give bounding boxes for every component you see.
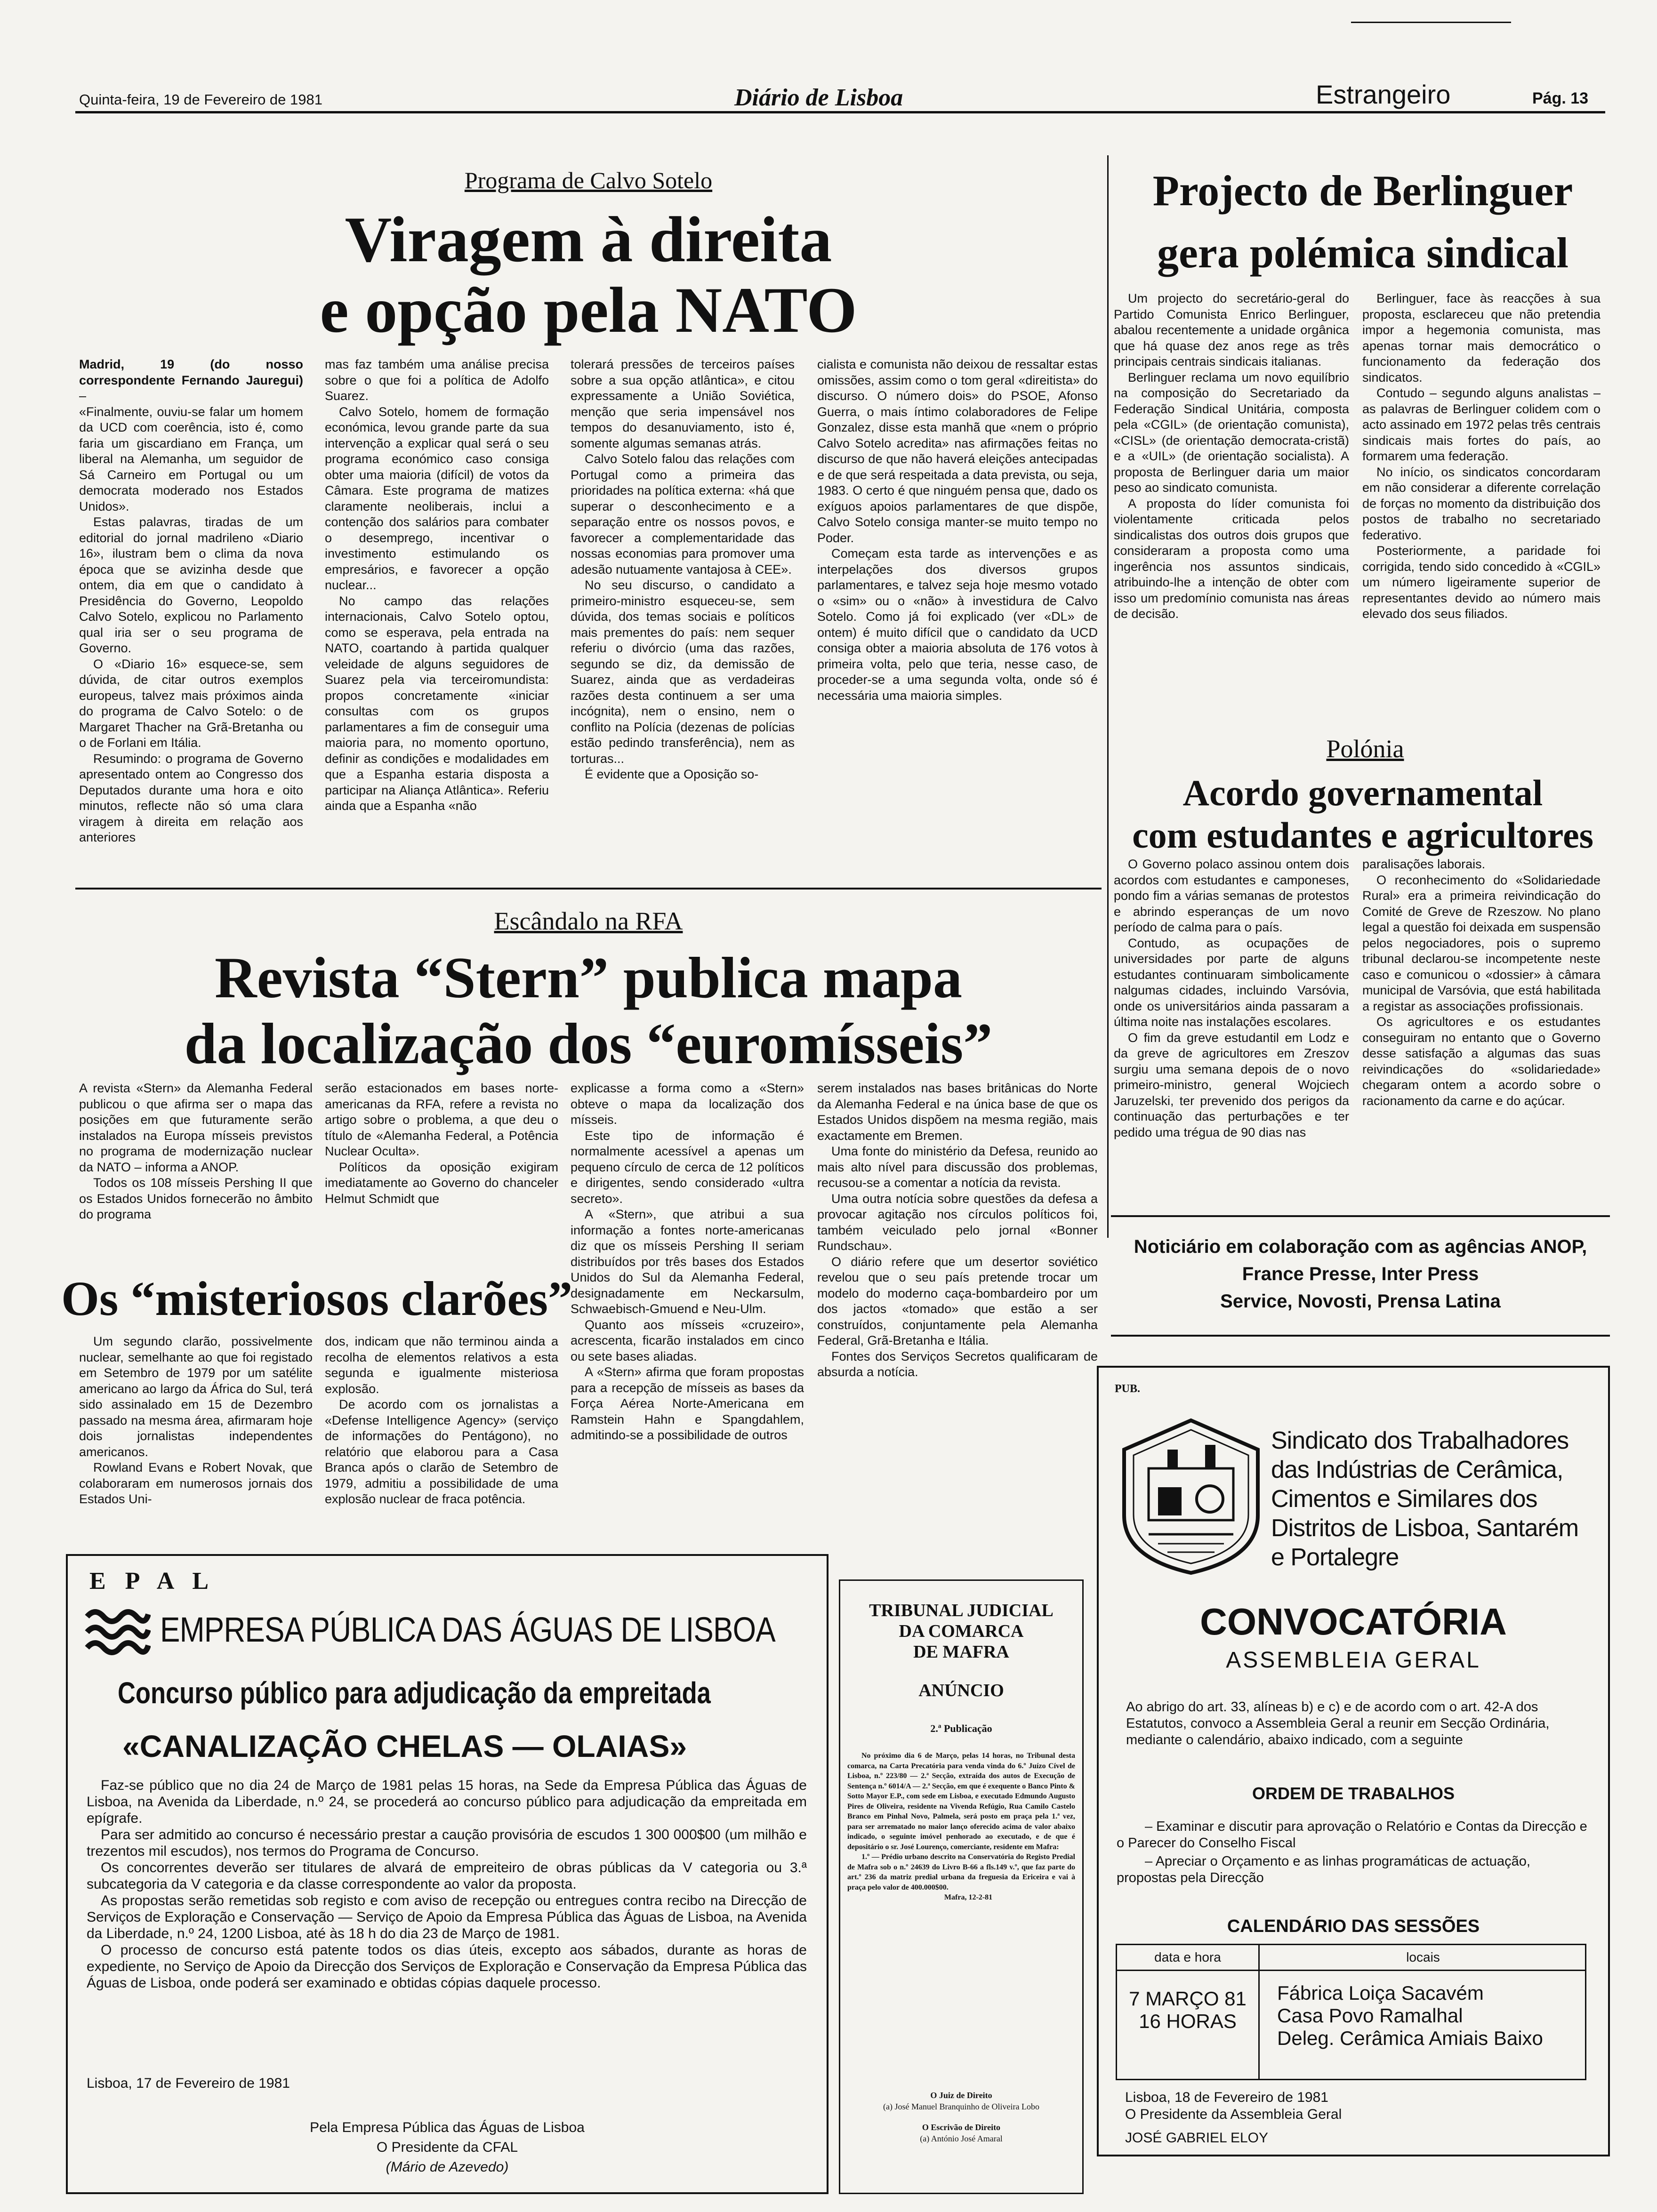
calvo-headline-1: Viragem à direita bbox=[345, 203, 832, 275]
epal-paragraph: As propostas serão remetidas sob registo e com aviso de recepção ou entregues contra recibo na Direcção de Serviços de Exploração e Conservação — Serviço de Apoio da Empresa Pública das Águas de Lisboa, na Avenida da Liberdade, n.º 24, 1200 Lisboa, até às 18 h do dia 23 de Março de 1981. bbox=[87, 1893, 807, 1941]
agencias-bottom-rule bbox=[1111, 1335, 1610, 1337]
sindicato-date: Lisboa, 18 de Fevereiro de 1981 bbox=[1125, 2090, 1328, 2105]
tribunal-title-line: DE MAFRA bbox=[913, 1642, 1009, 1662]
tribunal-juiz-title: O Juiz de Direito bbox=[930, 2091, 992, 2100]
epal-concurso: Concurso público para adjudicação da empreitada bbox=[118, 1676, 711, 1710]
berlinguer-headline-1: Projecto de Berlinguer bbox=[1152, 167, 1573, 215]
berlinguer-paragraph: Berlinguer, face às reacções à sua proposta, esclareceu que não pretendia impor a hegemonia comunista, mas apenas tornar mais democrático o funcionamento da federação dos sindicatos. bbox=[1362, 291, 1601, 385]
stern-paragraph: Uma outra notícia sobre questões da defesa a provocar agitação nos círculos políticos foi, também veiculado pelo jornal «Bonner Rundschau». bbox=[817, 1191, 1098, 1253]
session-datetime bbox=[1117, 1988, 1258, 2033]
claroes-paragraph: Rowland Evans e Robert Novak, que colaboraram em numerosos jornais dos Estados Uni- bbox=[79, 1460, 313, 1506]
epal-title: «CANALIZAÇÃO CHELAS — OLAIAS» bbox=[122, 1729, 687, 1763]
stern-paragraph: Todos os 108 mísseis Pershing II que os Estados Unidos fornecerão no âmbito do programa bbox=[79, 1176, 313, 1221]
epal-logo-letters: E P A L bbox=[89, 1568, 216, 1595]
polonia-column-2 bbox=[1362, 857, 1601, 1214]
sessions-table bbox=[1116, 1944, 1586, 2080]
top-rule bbox=[1351, 22, 1511, 23]
epal-paragraph: O processo de concurso está patente todos os dias úteis, excepto aos sábados, durante as horas de expediente, no Serviço de Apoio da Direcção dos Serviços de Exploração e Conservação da Empresa Pública das Águas de Lisboa, onde poderá ser examinado e obtidas cópias daquele processo. bbox=[87, 1942, 807, 1991]
stern-paragraph: Uma fonte do ministério da Defesa, reunido ao mais alto nível para discussão dos problemas, recusou-se a comentar a notícia da revista. bbox=[817, 1144, 1098, 1190]
tribunal-signatures bbox=[843, 2090, 1080, 2144]
claroes-paragraph: De acordo com os jornalistas a «Defense Intelligence Agency» (serviço de informações do Pentágono), no relatório que elaborou para a Casa Branca após o clarão de Setembro de 1979, admitiu a possibilidade de uma explosão nuclear de fraca potência. bbox=[325, 1397, 558, 1506]
calvo-column-4 bbox=[817, 357, 1098, 879]
stern-column-3 bbox=[571, 1081, 804, 1537]
polonia-paragraph: O reconhecimento do «Solidariedade Rural» era a primeira reivindicação do Comité de Greve de Rzeszow. No plano legal a questão foi deixada em suspensão pelos negociadores, pois o supremo tribunal declarou-se incompetente neste caso e comunicou o «dossier» à câmara municipal de Varsóvia, que está habilitada a registar as associações profissionais. bbox=[1362, 873, 1601, 1013]
session-hour: 16 HORAS bbox=[1139, 2010, 1237, 2032]
sindicato-convocatoria: CONVOCATÓRIA bbox=[1200, 1601, 1507, 1643]
stern-paragraph: Este tipo de informação é normalmente acessível a apenas um pequeno círculo de cerca de 12 políticos e dirigentes, sendo considerado «ultra secreto». bbox=[571, 1128, 804, 1206]
tribunal-paragraph: 1.º — Prédio urbano descrito na Conservatória do Registo Predial de Mafra sob o n.º 24639 do Livro B-66 a fls.149 v.º, que faz parte do art.º 236 da matriz predial urbana da freguesia da Ericeira e vai à praça pelo valor de 400.000$00. bbox=[847, 1853, 1075, 1891]
calvo-paragraph: No seu discurso, o candidato a primeiro-ministro esqueceu-se, sem dúvida, dos temas sociais e políticos mais prementes do país: nem sequer referiu o divórcio (uma das razões, segundo se diz, da demissão de Suarez, ainda que as verdadeiras razões desta continuem a ser uma incógnita), nem o ensino, nem o conflito na Polícia (dezenas de polícias estão pedindo transferência), nem as torturas... bbox=[571, 578, 795, 766]
stern-headline-2: da localização dos “euromísseis” bbox=[184, 1011, 993, 1076]
calvo-column-3 bbox=[571, 357, 795, 879]
berlinguer-paragraph: Contudo – segundo alguns analistas – as palavras de Berlinguer colidem com o acto assinado em 1972 pelas três centrais sindicais mais fortes do país, ao formarem uma federação. bbox=[1362, 386, 1601, 463]
calvo-paragraph: No campo das relações internacionais, Calvo Sotelo optou, como se esperava, pela entrada na NATO, coartando à partida qualquer veleidade de alguns seguidores de Suarez pela via terceiromundista: propos concretamente «iniciar consultas com os grupos parlamentares a fim de conseguir uma maioria para, no momento oportuno, definir as condições e modalidades em que a Espanha estaria disposta a participar na Aliança Atlântica». Referiu ainda que a Espanha «não bbox=[325, 593, 549, 813]
calvo-bottom-rule bbox=[75, 888, 1102, 890]
calvo-column-2 bbox=[325, 357, 549, 879]
berlinguer-paragraph: Um projecto do secretário-geral do Partido Comunista Enrico Berlinguer, abalou recentemente a unidade orgânica que há quase dez anos rege as três principais centrais sindicais italianas. bbox=[1114, 291, 1349, 369]
sindicato-name-line: e Portalegre bbox=[1271, 1544, 1399, 1571]
stern-paragraph: A «Stern», que atribui a sua informação a fontes norte-americanas diz que os mísseis Pershing II seriam distribuídos por três bases dos Estados Unidos do Sul da Alemanha Federal, designadamente em Neckarsulm, Schwaebisch-Gmuend e Neu-Ulm. bbox=[571, 1207, 804, 1316]
polonia-column-1 bbox=[1114, 857, 1349, 1214]
vertical-rule-right bbox=[1107, 155, 1109, 1238]
sindicato-name bbox=[1271, 1426, 1601, 1572]
berlinguer-paragraph: Berlinguer reclama um novo equilíbrio na composição do Secretariado da Federação Sindical Unitária, composta pela «CGIL» (de orientação comunista), «CISL» (de orientação democrata-cristã) e a «UIL» (de orientação socialista). A proposta de Berlinguer daria um maior peso ao sindicato comunista. bbox=[1114, 370, 1349, 495]
epal-paragraph: Faz-se público que no dia 24 de Março de 1981 pelas 15 horas, na Sede da Empresa Pública das Águas de Lisboa, na Avenida da Liberdade, n.º 24, se procederá ao concurso público para adjudicação da empreitada em epígrafe. bbox=[87, 1778, 807, 1826]
polonia-headline-2: com estudantes e agricultores bbox=[1132, 815, 1593, 856]
sindicato-intro: Ao abrigo do art. 33, alíneas b) e c) e de acordo com o art. 42-A dos Estatutos, convoco a Assembleia Geral a reunir em Secção Ordinária, mediante o calendário, abaixo indicado, com a seguinte bbox=[1126, 1699, 1550, 1747]
tribunal-body bbox=[847, 1751, 1075, 2043]
session-local: Fábrica Loiça Sacavém bbox=[1277, 1982, 1484, 2004]
calvo-column-1: Madrid, 19 (do nosso correspondente Fernando Jauregui) – «Finalmente, ouviu-se falar um homem da UCD com coerência, isto é, como faria um giscardiano em França, um liberal na Alemanha, um seguidor de Sá Carneiro em Portugal ou um democrata moderado nos Estados Unidos». Estas palavras, tiradas de um editorial do jornal madrileno «Diario 16», ilustram bem o clima da nova época que se avizinha desde que ontem, dia em que o candidato à Presidência do Governo, Leopoldo Calvo Sotelo, explicou no Parlamento qual iria ser o seu programa de Governo. O «Diario 16» esquece-se, sem dúvida, de citar outros exemplos europeus, talvez mais próximos ainda do programa de Calvo Sotelo: o de Margaret Thacher na Grã-Bretanha ou o de Forlani em Itália. Resumindo: o programa de Governo apresentado ontem ao Congresso dos Deputados durante uma hora e oito minutos, reflecte não só uma clara viragem à direita em relação aos anteriores bbox=[79, 357, 303, 879]
berlinguer-paragraph: No início, os sindicatos concordaram em não considerar a diferente correlação de forças no momento da distribuição dos postos de trabalho no secretariado federativo. bbox=[1362, 465, 1601, 542]
stern-paragraph: serão estacionados em bases norte-americanas da RFA, refere a revista no artigo sobre o problema, a que deu o título de «Alemanha Federal, a Potência Nuclear Oculta». bbox=[325, 1081, 558, 1158]
claroes-column-1 bbox=[79, 1334, 313, 1541]
sindicato-presidente: O Presidente da Assembleia Geral bbox=[1125, 2107, 1342, 2122]
stern-paragraph: explicasse a forma como a «Stern» obteve o mapa da localização dos mísseis. bbox=[571, 1081, 804, 1127]
claroes-column-2 bbox=[325, 1334, 558, 1541]
claroes-headline: Os “misteriosos clarões” bbox=[61, 1272, 573, 1326]
stern-paragraph: Políticos da oposição exigiram imediatamente ao Governo do chanceler Helmut Schmidt que bbox=[325, 1160, 558, 1206]
agencias-line: France Presse, Inter Press bbox=[1242, 1264, 1479, 1284]
sindicato-emblem-icon bbox=[1120, 1417, 1262, 1577]
sindicato-ordem-2: – Apreciar o Orçamento e as linhas programáticas de actuação, propostas pela Direcção bbox=[1117, 1854, 1530, 1885]
tribunal-escrivao-title: O Escrivão de Direito bbox=[922, 2123, 1001, 2132]
calvo-paragraph: cialista e comunista não deixou de ressaltar estas omissões, assim como o tom geral «direitista» do discurso. O número dois» do PSOE, Afonso Guerra, o mais íntimo colaboradores de Felipe Gonzalez, disse esta manhã que «nem o próprio Calvo Sotelo acredita» nas afirmações feitas no discurso de que não haverá eleições antecipadas e de que será respeitada a data prevista, ou seja, 1983. O certo é que ninguém pensa que, dado os exíguos apoios parlamentares de que dispõe, Calvo Sotelo consiga manter-se muito tempo no Poder. bbox=[817, 357, 1098, 545]
polonia-kicker: Polónia bbox=[1326, 735, 1404, 763]
calvo-paragraph: É evidente que a Oposição so- bbox=[585, 767, 759, 781]
tribunal-title bbox=[841, 1600, 1082, 1662]
sessions-col-date-header: data e hora bbox=[1154, 1950, 1221, 1964]
stern-kicker: Escândalo na RFA bbox=[494, 907, 683, 935]
stern-paragraph: Fontes dos Serviços Secretos qualificaram de absurda a notícia. bbox=[817, 1349, 1098, 1379]
calvo-paragraph: Calvo Sotelo, homem de formação económica, levou grande parte da sua intervenção a explicar qual será o seu programa económico caso consiga obter uma maioria (difícil) de votos da Câmara. Este programa de matizes claramente neoliberais, inclui a contenção dos salários para combater o desemprego, incentivar o investimento estimulando os empresários, e favorecer a opção nuclear... bbox=[325, 404, 549, 592]
session-date: 7 MARÇO 81 bbox=[1129, 1988, 1247, 2010]
stern-column-4 bbox=[817, 1081, 1098, 1537]
claroes-paragraph: dos, indicam que não terminou ainda a recolha de elementos relativos a esta segunda e igualmente misteriosa explosão. bbox=[325, 1334, 558, 1396]
sindicato-ordem-title: ORDEM DE TRABALHOS bbox=[1252, 1784, 1455, 1803]
session-local: Deleg. Cerâmica Amiais Baixo bbox=[1277, 2027, 1543, 2049]
sindicato-assembleia: ASSEMBLEIA GERAL bbox=[1226, 1648, 1481, 1673]
agencias-line: Noticiário em colaboração com as agências ANOP, bbox=[1134, 1236, 1587, 1257]
epal-company-name: EMPRESA PÚBLICA DAS ÁGUAS DE LISBOA bbox=[160, 1610, 775, 1649]
stern-paragraph: O diário refere que um desertor soviético revelou que o seu país pretende trocar um modelo do moderno caça-bombardeiro por um dos jactos «tomado» que estão a ser construídos, conjuntamente pela Alemanha Federal, Grã-Bretanha e Itália. bbox=[817, 1254, 1098, 1347]
berlinguer-headline-2: gera polémica sindical bbox=[1157, 229, 1569, 277]
epal-paragraph: Para ser admitido ao concurso é necessário prestar a caução provisória de escudos 1 300 000$00 (um milhão e trezentos mil escudos), nos termos do Programa de Concurso. bbox=[87, 1827, 807, 1859]
epal-sign-line: Pela Empresa Pública das Águas de Lisboa bbox=[310, 2120, 585, 2135]
tribunal-juiz-name: (a) José Manuel Branquinho de Oliveira Lobo bbox=[883, 2102, 1039, 2111]
tribunal-publicacao: 2.ª Publicação bbox=[930, 1723, 992, 1734]
calvo-paragraph: «Finalmente, ouviu-se falar um homem da UCD com coerência, isto é, como faria um giscardiano em França, um liberal na Alemanha, um seguidor de Sá Carneiro em Portugal ou um democrata moderado nos Estados Unidos». bbox=[79, 404, 303, 513]
berlinguer-paragraph: A proposta do líder comunista foi violentamente criticada pelos sindicalistas dos outros dois grupos que consideraram a proposta como uma ingerência nos assuntos sindicais, atribuindo-lhe a intenção de obter com isso um predomínio comunista nas áreas de decisão. bbox=[1114, 496, 1349, 621]
epal-sign-line: O Presidente da CFAL bbox=[376, 2140, 518, 2155]
calvo-paragraph: mas faz também uma análise precisa sobre o que foi a política de Adolfo Suarez. bbox=[325, 357, 549, 403]
calvo-byline: Madrid, 19 (do nosso correspondente Fernando Jauregui) bbox=[79, 357, 303, 387]
polonia-headline-1: Acordo governamental bbox=[1182, 772, 1543, 813]
masthead-rule bbox=[75, 111, 1605, 113]
calvo-kicker: Programa de Calvo Sotelo bbox=[464, 167, 713, 193]
stern-column-2 bbox=[325, 1081, 558, 1253]
sindicato-name-line: Sindicato dos Trabalhadores bbox=[1271, 1427, 1569, 1454]
berlinguer-column-2 bbox=[1362, 291, 1601, 714]
stern-paragraph: A «Stern» afirma que foram propostas para a recepção de mísseis as bases da Força Aérea Norte-Americana em Ramstein Hahn e Spangdahlem, admitindo-se a possibilidade de outros bbox=[571, 1365, 804, 1442]
newspaper-name: Diário de Lisboa bbox=[734, 84, 903, 111]
stern-headline-1: Revista “Stern” publica mapa bbox=[215, 946, 962, 1010]
polonia-paragraph: O Governo polaco assinou ontem dois acordos com estudantes e camponeses, pondo fim a várias semanas de protestos e abrindo esperanças de um novo período de calma para o país. bbox=[1114, 857, 1349, 934]
stern-paragraph: Quanto aos mísseis «cruzeiro», acrescenta, ficarão instalados em cinco ou sete bases aliadas. bbox=[571, 1317, 804, 1363]
polonia-bottom-rule bbox=[1111, 1215, 1610, 1217]
masthead-date: Quinta-feira, 19 de Fevereiro de 1981 bbox=[79, 91, 322, 108]
epal-signature bbox=[235, 2118, 659, 2177]
stern-column-1 bbox=[79, 1081, 313, 1253]
stern-paragraph: A revista «Stern» da Alemanha Federal publicou o que afirma ser o mapa das posições em que futuramente serão instalados na Europa mísseis previstos no programa de modernização nuclear da NATO – informa a ANOP. bbox=[79, 1081, 313, 1174]
agencias-line: Service, Novosti, Prensa Latina bbox=[1220, 1291, 1501, 1312]
page-number: Pág. 13 bbox=[1532, 89, 1589, 107]
agencias-credit bbox=[1111, 1233, 1610, 1315]
section-name: Estrangeiro bbox=[1316, 80, 1451, 109]
polonia-paragraph: O fim da greve estudantil em Lodz e da greve de agricultores em Zreszov surgiu uma semana depois de o novo primeiro-ministro, general Wojciech Jaruzelski, ter prevenido dos perigos da continuação das perturbações e ter pedido uma trégua de 90 dias nas bbox=[1114, 1030, 1349, 1139]
tribunal-paragraph: No próximo dia 6 de Março, pelas 14 horas, no Tribunal desta comarca, na Carta Precatória para venda vinda do 6.º Juízo Cível de Lisboa, n.º 223/80 — 2.ª Secção, extraída dos autos de Execução de Sentença n.º 6014/A — 2.ª Secção, em que é exequente o Banco Pinto & Sotto Mayor E.P., com sede em Lisboa, e executado Edmundo Augusto Pires de Oliveira, residente na Vivenda Refúgio, Rua Camilo Castelo Branco em Pinhal Novo, Palmela, será posto em praça pela 1.ª vez, para ser arrematado no maior lanço oferecido acima de valor abaixo indicado, o seguinte imóvel penhorado ao executado, e de que é depositário o sr. José Lourenço, comerciante, residente em Mafra: bbox=[847, 1752, 1075, 1851]
polonia-paragraph: paralisações laborais. bbox=[1362, 857, 1486, 871]
stern-paragraph: serem instalados nas bases britânicas do Norte da Alemanha Federal e na única base de que os Estados Unidos dispõem na mesma região, mais exactamente em Bremen. bbox=[817, 1081, 1098, 1143]
sindicato-name-line: Distritos de Lisboa, Santarém bbox=[1271, 1515, 1579, 1542]
berlinguer-column-1 bbox=[1114, 291, 1349, 714]
calvo-paragraph: O «Diario 16» esquece-se, sem dúvida, de citar outros exemplos europeus, talvez mais próximos ainda do programa de Calvo Sotelo: o de Margaret Thacher na Grã-Bretanha ou o de Forlani em Itália. bbox=[79, 657, 303, 750]
tribunal-escrivao-name: (a) António José Amaral bbox=[920, 2134, 1003, 2143]
tribunal-title-line: DA COMARCA bbox=[899, 1621, 1024, 1641]
sindicato-name-line: das Indústrias de Cerâmica, bbox=[1271, 1456, 1563, 1483]
calvo-paragraph: Estas palavras, tiradas de um editorial do jornal madrileno «Diario 16», ilustram bem o clima da nova época que se avizinha desde que ontem, dia em que o candidato à Presidência do Governo, Leopoldo Calvo Sotelo, explicou no Parlamento qual iria ser o seu programa de Governo. bbox=[79, 515, 303, 655]
waves-icon bbox=[85, 1605, 151, 1657]
berlinguer-paragraph: Posteriormente, a paridade foi corrigida, tendo sido concedido à «CGIL» um número ligeiramente superior de representantes devido ao número mais elevado dos seus filiados. bbox=[1362, 544, 1601, 621]
calvo-headline-2: e opção pela NATO bbox=[320, 274, 857, 346]
sindicato-pub-label: PUB. bbox=[1115, 1383, 1140, 1395]
calvo-paragraph: Começam esta tarde as intervenções e as interpelações dos diversos grupos parlamentares, e talvez seja hoje mesmo votado o «sim» ou o «não» à investidura de Calvo Sotelo. Como já foi explicado (ver «DL» de ontem) é muito difícil que o candidato da UCD consiga obter a maioria absoluta de 176 votos à primeira volta, pelo que teria, nesse caso, de proceder-se a uma segunda volta, onde só é necessária uma maioria simples. bbox=[817, 546, 1098, 703]
tribunal-date: Mafra, 12-2-81 bbox=[944, 1893, 993, 1901]
sindicato-calendario-title: CALENDÁRIO DAS SESSÕES bbox=[1227, 1916, 1480, 1936]
epal-body bbox=[87, 1777, 807, 2041]
epal-date: Lisboa, 17 de Fevereiro de 1981 bbox=[87, 2076, 290, 2091]
tribunal-anuncio: ANÚNCIO bbox=[918, 1681, 1004, 1700]
sessions-col-locais-header: locais bbox=[1406, 1950, 1440, 1964]
session-local: Casa Povo Ramalhal bbox=[1277, 2004, 1463, 2027]
session-locais bbox=[1277, 1982, 1578, 2050]
epal-paragraph: Os concorrentes deverão ser titulares de alvará de empreiteiro de obras públicas da V categoria ou 3.ª subcategoria da V categoria e da classe correspondente ao valor da proposta. bbox=[87, 1860, 807, 1892]
sindicato-ordem-1: – Examinar e discutir para aprovação o Relatório e Contas da Direcção e o Parecer do Conselho Fiscal bbox=[1117, 1819, 1587, 1851]
tribunal-title-line: TRIBUNAL JUDICIAL bbox=[869, 1601, 1054, 1620]
calvo-paragraph: tolerará pressões de terceiros países sobre a sua opção atlântica», e citou expressamente a União Soviética, menção que seria impensável nos tempos do desanuviamento, isto é, somente algumas semanas atrás. bbox=[571, 357, 795, 450]
sindicato-name-line: Cimentos e Similares dos bbox=[1271, 1485, 1537, 1513]
claroes-paragraph: Um segundo clarão, possivelmente nuclear, semelhante ao que foi registado em Setembro de 1979 por um satélite americano ao largo da África do Sul, terá sido assinalado em 15 de Dezembro passado na mesma área, afirmaram hoje dois jornalistas independentes americanos. bbox=[79, 1334, 313, 1459]
polonia-paragraph: Os agricultores e os estudantes conseguiram no entanto que o Governo desse satisfação a algumas das suas reivindicações do «solidariedade» chegaram ontem a acordo sobre o racionamento da carne e do açúcar. bbox=[1362, 1015, 1601, 1108]
calvo-paragraph: Resumindo: o programa de Governo apresentado ontem ao Congresso dos Deputados durante uma hora e oito minutos, reflecte não só uma clara viragem à direita em relação aos anteriores bbox=[79, 751, 303, 844]
polonia-paragraph: Contudo, as ocupações de universidades por parte de alguns estudantes continuaram simbolicamente nalgumas cidades, incluindo Varsóvia, onde os universitários ainda passaram a última noite nas instalações escolares. bbox=[1114, 936, 1349, 1029]
epal-sign-line: (Mário de Azevedo) bbox=[386, 2159, 509, 2175]
calvo-paragraph: Calvo Sotelo falou das relações com Portugal como a primeira das prioridades na política externa: «há que superar o desconhecimento e a separação entre os nossos povos, e favorecer a complementaridade das nossas economias para promover uma adesão nutuamente vantajosa à CEE». bbox=[571, 452, 795, 577]
sindicato-signer: JOSÉ GABRIEL ELOY bbox=[1125, 2130, 1268, 2146]
